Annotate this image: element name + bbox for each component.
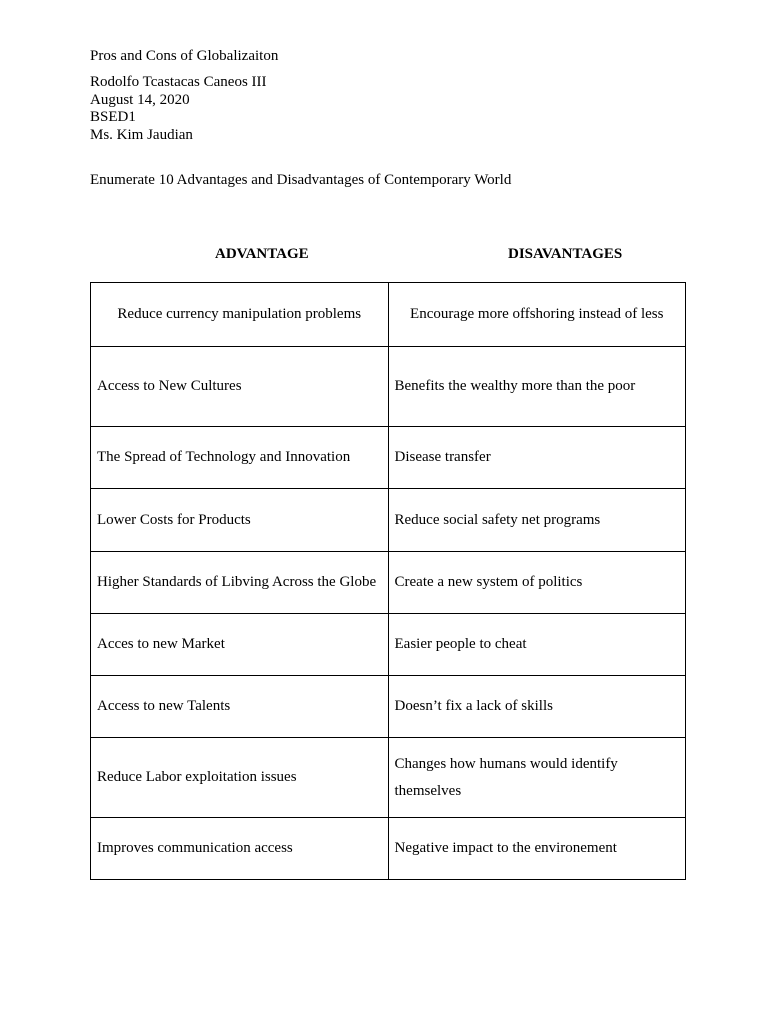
document-date: August 14, 2020 [90,92,190,108]
author-name: Rodolfo Tcastacas Caneos III [90,74,267,90]
disadvantage-cell: Disease transfer [388,427,686,489]
table-row [91,283,686,347]
advantage-cell: Reduce Labor exploitation issues [91,738,389,818]
disadvantage-cell: Benefits the wealthy more than the poor [388,347,686,427]
document-title: Pros and Cons of Globalizaiton [90,48,279,64]
advantage-cell: Access to new Talents [91,676,389,738]
disadvantage-cell: Negative impact to the environement [388,818,686,880]
teacher-name: Ms. Kim Jaudian [90,127,193,143]
disadvantage-cell: Easier people to cheat [388,614,686,676]
disadvantage-column-header: DISAVANTAGES [508,246,623,262]
disadvantage-cell: Encourage more offshoring instead of less [388,283,686,347]
advantage-cell: Access to New Cultures [91,347,389,427]
disadvantage-cell: Reduce social safety net programs [388,489,686,552]
table-row [91,347,686,427]
advantage-cell: The Spread of Technology and Innovation [91,427,389,489]
table-row [91,552,686,614]
advantage-cell: Higher Standards of Libving Across the Globe [91,552,389,614]
table-row [91,738,686,818]
advantage-cell: Reduce currency manipulation problems [91,283,389,347]
advantage-cell: Acces to new Market [91,614,389,676]
table-row [91,489,686,552]
advantage-column-header: ADVANTAGE [215,246,309,262]
class-section: BSED1 [90,109,136,125]
advantage-cell: Improves communication access [91,818,389,880]
pros-cons-table [90,282,686,880]
instruction-text: Enumerate 10 Advantages and Disadvantages of Contemporary World [90,172,512,188]
disadvantage-cell: Doesn’t fix a lack of skills [388,676,686,738]
disadvantage-cell: Changes how humans would identify themselves [388,738,686,818]
table-row [91,614,686,676]
table-row [91,818,686,880]
table-row [91,427,686,489]
table-row [91,676,686,738]
advantage-cell: Lower Costs for Products [91,489,389,552]
disadvantage-cell: Create a new system of politics [388,552,686,614]
